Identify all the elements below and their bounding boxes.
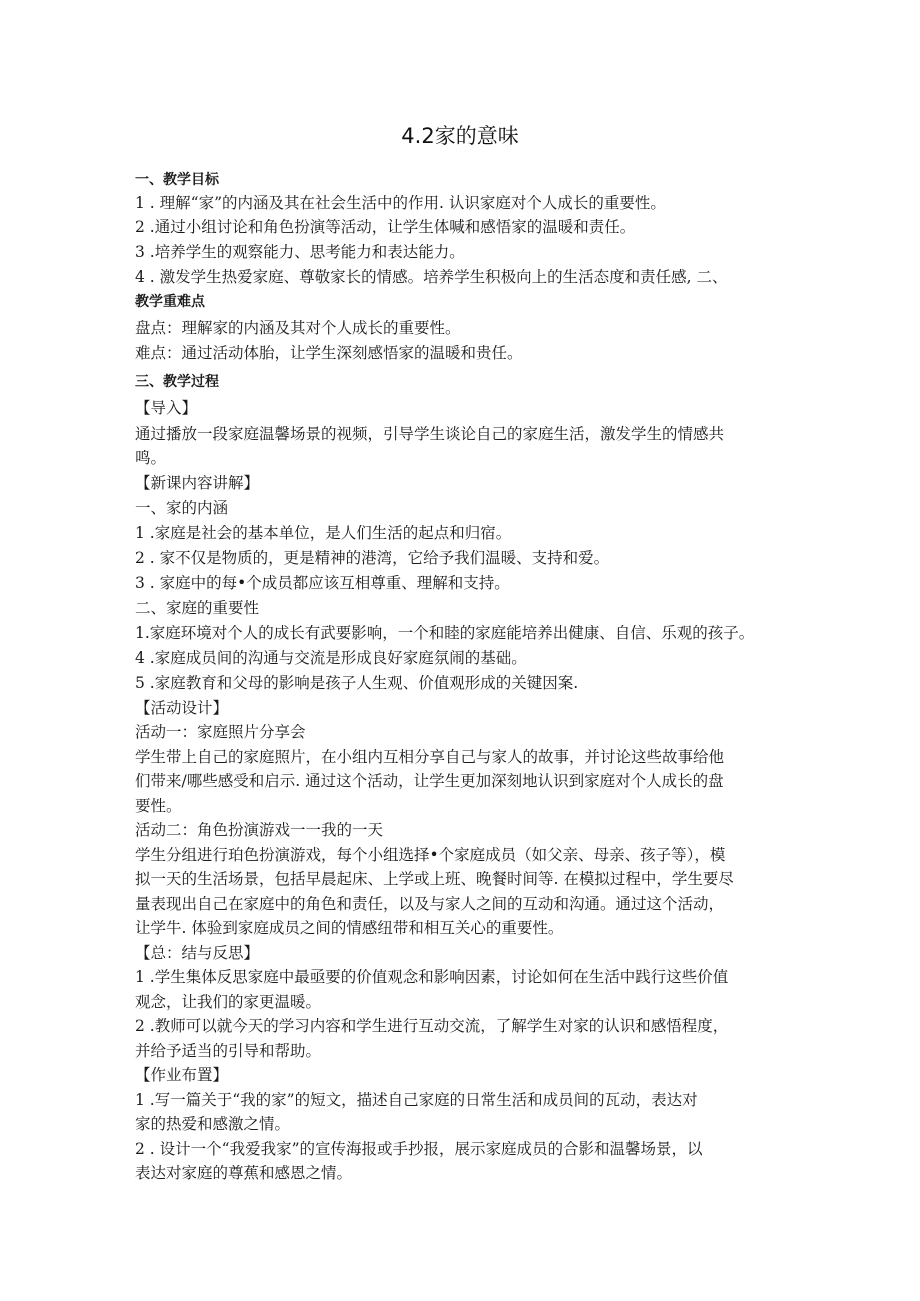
section-heading: 三、教学过程	[135, 374, 219, 390]
text-line: 1 .写一篇关于“我的家”的短文，描述自己家庭的日常生活和成员间的瓦动，表达对	[135, 1091, 698, 1109]
text-line: 让学牛. 体验到家庭成员之间的情感纽带和相互关心的重要性。	[135, 919, 564, 937]
text-line: 【总：结与反思】	[135, 944, 260, 962]
section-heading: 一、教学目标	[135, 172, 219, 188]
text-line: 2 .通过小组讨论和角色扮演等活动，让学生体喊和感悟家的温暖和责任。	[135, 218, 636, 236]
text-line: 1.家庭环境对个人的成长有武要影响，一个和睦的家庭能培养出健康、自信、乐观的孩子。	[135, 624, 755, 642]
text-line: 3 . 家庭中的每•个成员都应该互相尊重、理解和支持。	[135, 574, 510, 592]
text-line: 学生带上自己的家庭照片，在小组内互相分享自己与家人的故事，并讨论这些故事给他	[135, 748, 725, 766]
page-title: 4.2家的意味	[401, 124, 519, 148]
text-line: 鸣。	[135, 449, 167, 467]
text-line: 3 .培养学生的观察能力、思考能力和表达能力。	[135, 243, 465, 261]
text-line: 【导入】	[135, 399, 198, 417]
text-line: 2 . 家不仅是物质的，更是精神的港湾，它给予我们温暖、支持和爱。	[135, 549, 610, 567]
section-heading: 教学重难点	[135, 294, 205, 310]
text-line: 家的热爱和感激之情。	[135, 1115, 291, 1133]
text-line: 要性。	[135, 797, 182, 815]
text-line: 量表现出自己在家庭中的角色和责任，以及与家人之间的互动和沟通。通过这个活动，	[135, 895, 725, 913]
text-line: 观念，让我们的家更温暖。	[135, 993, 322, 1011]
text-line: 1 . 理解“家”的内涵及其在社会生活中的作用. 认识家庭对个人成长的重要性。	[135, 194, 666, 212]
text-line: 【作业布置】	[135, 1066, 229, 1084]
text-line: 一、家的内涵	[135, 499, 229, 517]
text-line: 2 . 设计一个“我爱我家”的宣传海报或手抄报，展示家庭成员的合影和温馨场景，以	[135, 1140, 703, 1158]
text-line: 4 .家庭成员间的沟通与交流是形成良好家庭氛闹的基础。	[135, 649, 527, 667]
text-line: 活动一：家庭照片分享会	[135, 723, 306, 741]
text-line: 们带来/哪些感受和启示. 通过这个活动，让学生更加深刻地认识到家庭对个人成长的盘	[135, 772, 724, 790]
text-line: 【新课内容讲解】	[135, 474, 260, 492]
text-line: 难点：通过活动体胎，让学生深刻感悟家的温暖和贵任。	[135, 344, 523, 362]
text-line: 1 .家庭是社会的基本单位，是人们生活的起点和归宿。	[135, 524, 512, 542]
text-line: 4 . 激发学生热爱家庭、尊敬家长的情感。培养学生积极向上的生活态度和责任感, 二、	[135, 268, 728, 286]
text-line: 通过播放一段家庭温馨场景的视频，引导学生谈论自己的家庭生活，激发学生的情感共	[135, 425, 725, 443]
text-line: 学生分组进行珀色扮演游戏，每个小组选择•个家庭成员（如父亲、母亲、孩子等），模	[135, 846, 726, 864]
text-line: 拟一天的生活场景，包括早晨起床、上学或上班、晚餐时间等. 在模拟过程中，学生要尽	[135, 870, 734, 888]
text-line: 表达对家庭的尊蕉和感恩之情。	[135, 1164, 353, 1182]
text-line: 活动二：角色扮演游戏一一我的一天	[135, 821, 384, 839]
text-line: 二、家庭的重要性	[135, 599, 260, 617]
text-line: 1 .学生集体反思家庭中最亟要的价值观念和影响因素，讨论如何在生活中践行这些价值	[135, 968, 729, 986]
text-line: 5 .家庭教育和父母的影响是孩子人生观、价值观形成的关键因案.	[135, 674, 579, 692]
text-line: 盘点：理解家的内涵及其对个人成长的重要性。	[135, 319, 461, 337]
text-line: 【活动设计】	[135, 699, 229, 717]
text-line: 并给予适当的引导和帮助。	[135, 1042, 322, 1060]
text-line: 2 .教师可以就今天的学习内容和学生进行互动交流，了解学生对家的认识和感悟程度，	[135, 1017, 729, 1035]
